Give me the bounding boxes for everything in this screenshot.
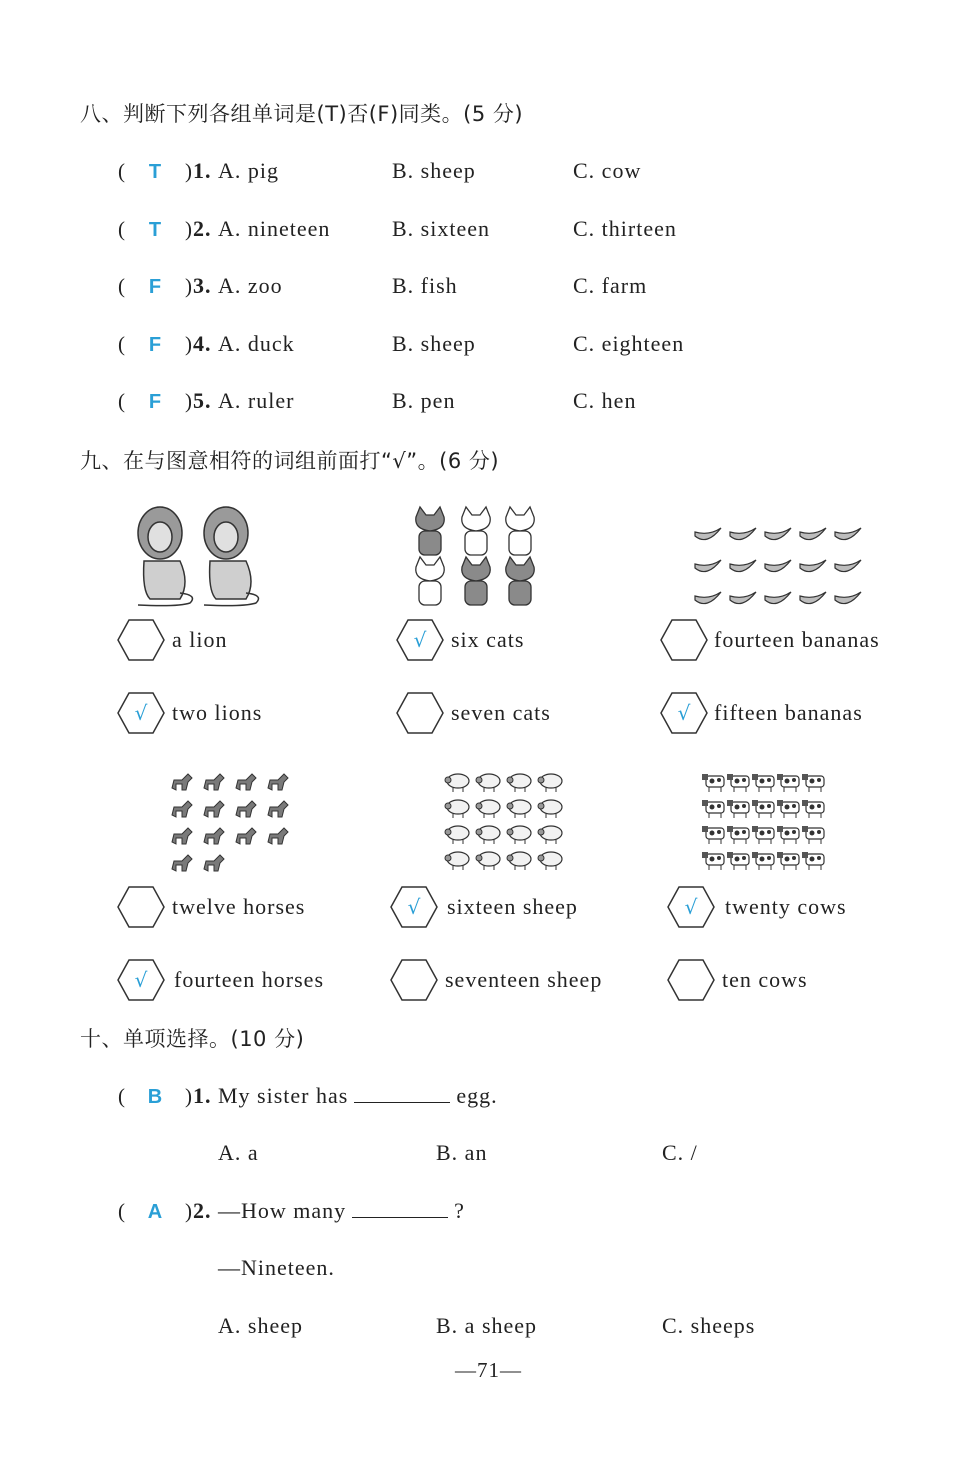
option-c: C. farm bbox=[573, 273, 648, 298]
question-stem: My sister has bbox=[218, 1083, 349, 1108]
option-c: C. hen bbox=[573, 388, 637, 413]
horses-picture bbox=[168, 770, 296, 876]
answer-mark: T bbox=[148, 161, 163, 183]
hexagon-checkbox[interactable] bbox=[117, 886, 165, 928]
judge-item-2: ( T )2. bbox=[118, 216, 212, 241]
answer-mark: A bbox=[147, 1201, 164, 1223]
option-a: A. nineteen bbox=[218, 216, 331, 241]
answer-blank[interactable] bbox=[352, 1197, 448, 1218]
bananas-picture bbox=[693, 520, 868, 610]
check-mark: √ bbox=[134, 701, 148, 725]
check-mark bbox=[390, 959, 438, 1001]
hexagon-checkbox[interactable] bbox=[667, 959, 715, 1001]
question-number: 2. bbox=[193, 1198, 212, 1223]
option-a: A. zoo bbox=[218, 273, 283, 298]
answer-mark: F bbox=[148, 276, 163, 298]
hexagon-checkbox[interactable] bbox=[390, 886, 438, 928]
judge-item-5: ( F )5. bbox=[118, 388, 212, 413]
option-label: twelve horses bbox=[172, 894, 306, 919]
check-mark: √ bbox=[134, 968, 148, 992]
check-mark: √ bbox=[684, 895, 698, 919]
option-c: C. / bbox=[662, 1140, 698, 1165]
question-stem-end: egg. bbox=[456, 1083, 498, 1108]
dialog-reply: —Nineteen. bbox=[218, 1255, 335, 1280]
choice-question-1: ( B )1. My sister has egg. bbox=[118, 1083, 498, 1108]
hexagon-checkbox[interactable] bbox=[396, 692, 444, 734]
option-c: C. cow bbox=[573, 158, 642, 183]
answer-blank[interactable] bbox=[354, 1082, 450, 1103]
option-a: A. pig bbox=[218, 158, 279, 183]
option-b: B. sheep bbox=[392, 158, 476, 183]
option-b: B. fish bbox=[392, 273, 458, 298]
option-label: fifteen bananas bbox=[714, 700, 863, 725]
check-mark: √ bbox=[677, 701, 691, 725]
check-mark bbox=[117, 886, 165, 928]
lions-picture bbox=[128, 503, 263, 611]
item-number: 5. bbox=[193, 388, 212, 413]
check-mark bbox=[396, 692, 444, 734]
section-8-title: 八、判断下列各组单词是(T)否(F)同类。(5 分) bbox=[80, 102, 524, 126]
option-b: B. sixteen bbox=[392, 216, 490, 241]
answer-mark: T bbox=[148, 219, 163, 241]
option-c: C. thirteen bbox=[573, 216, 677, 241]
page-number: —71— bbox=[455, 1358, 522, 1382]
option-a: A. duck bbox=[218, 331, 295, 356]
question-stem: —How many bbox=[218, 1198, 347, 1223]
check-mark bbox=[667, 959, 715, 1001]
question-stem-end: ? bbox=[454, 1198, 465, 1223]
question-number: 1. bbox=[193, 1083, 212, 1108]
hexagon-checkbox[interactable] bbox=[660, 692, 708, 734]
answer-mark: F bbox=[148, 391, 163, 413]
option-label: seventeen sheep bbox=[445, 967, 603, 992]
hexagon-checkbox[interactable] bbox=[117, 692, 165, 734]
cows-picture bbox=[700, 770, 828, 874]
judge-item-3: ( F )3. bbox=[118, 273, 212, 298]
option-label: two lions bbox=[172, 700, 263, 725]
option-label: six cats bbox=[451, 627, 525, 652]
option-label: sixteen sheep bbox=[447, 894, 578, 919]
hexagon-checkbox[interactable] bbox=[390, 959, 438, 1001]
option-label: ten cows bbox=[722, 967, 808, 992]
check-mark: √ bbox=[413, 628, 427, 652]
option-b: B. a sheep bbox=[436, 1313, 538, 1338]
option-label: fourteen bananas bbox=[714, 627, 880, 652]
option-label: twenty cows bbox=[725, 894, 847, 919]
option-label: fourteen horses bbox=[174, 967, 325, 992]
item-number: 2. bbox=[193, 216, 212, 241]
option-a: A. sheep bbox=[218, 1313, 303, 1338]
option-label: a lion bbox=[172, 627, 228, 652]
cats-picture bbox=[410, 503, 545, 609]
item-number: 4. bbox=[193, 331, 212, 356]
item-number: 3. bbox=[193, 273, 212, 298]
option-b: B. pen bbox=[392, 388, 456, 413]
option-a: A. ruler bbox=[218, 388, 295, 413]
option-b: B. sheep bbox=[392, 331, 476, 356]
option-c: C. sheeps bbox=[662, 1313, 756, 1338]
hexagon-checkbox[interactable] bbox=[660, 619, 708, 661]
option-a: A. a bbox=[218, 1140, 259, 1165]
option-b: B. an bbox=[436, 1140, 488, 1165]
sheep-picture bbox=[443, 770, 567, 874]
hexagon-checkbox[interactable] bbox=[117, 959, 165, 1001]
answer-mark: B bbox=[147, 1086, 164, 1108]
choice-question-2: ( A )2. —How many ? bbox=[118, 1198, 465, 1223]
option-c: C. eighteen bbox=[573, 331, 685, 356]
option-label: seven cats bbox=[451, 700, 551, 725]
section-9-title: 九、在与图意相符的词组前面打“√”。(6 分) bbox=[80, 449, 500, 473]
judge-item-1: ( T )1. bbox=[118, 158, 212, 183]
check-mark: √ bbox=[407, 895, 421, 919]
item-number: 1. bbox=[193, 158, 212, 183]
check-mark bbox=[660, 619, 708, 661]
section-10-title: 十、单项选择。(10 分) bbox=[80, 1027, 305, 1051]
judge-item-4: ( F )4. bbox=[118, 331, 212, 356]
hexagon-checkbox[interactable] bbox=[667, 886, 715, 928]
answer-mark: F bbox=[148, 334, 163, 356]
hexagon-checkbox[interactable] bbox=[117, 619, 165, 661]
hexagon-checkbox[interactable] bbox=[396, 619, 444, 661]
check-mark bbox=[117, 619, 165, 661]
